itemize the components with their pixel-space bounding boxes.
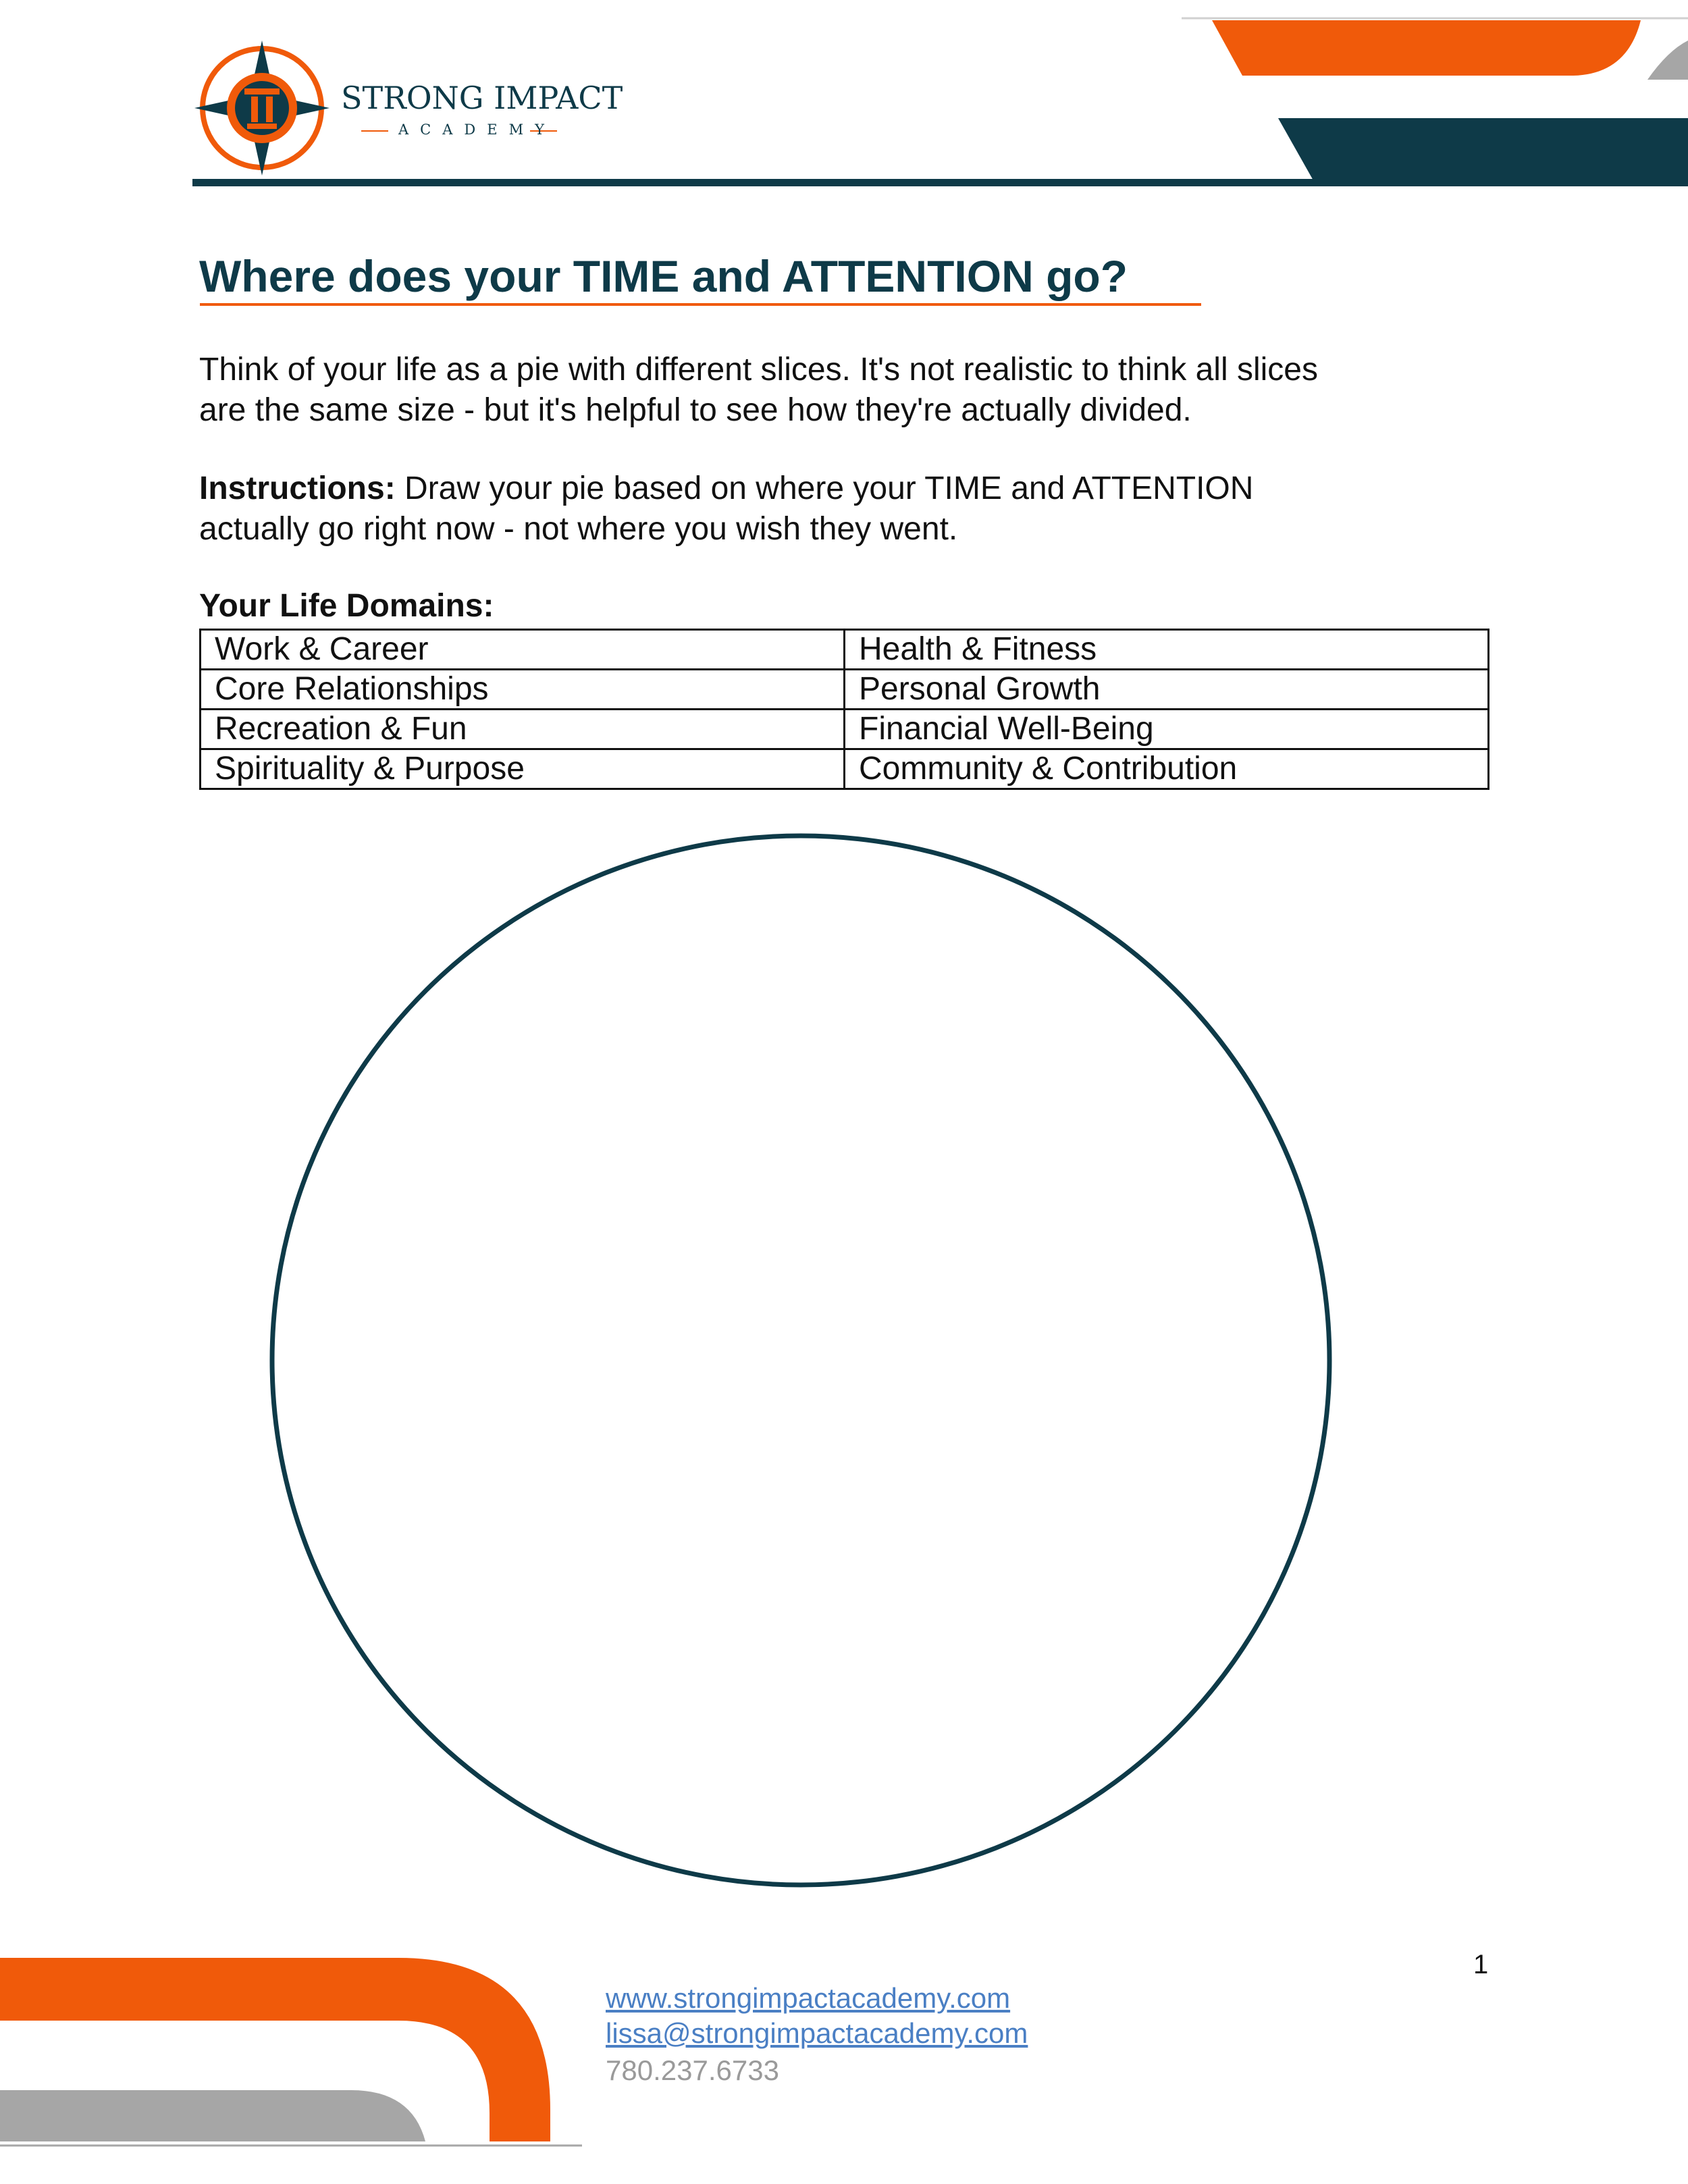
instructions-line-1: [199, 469, 1253, 509]
pie-circle-outline: [272, 836, 1329, 1885]
compass-pillar-logo-icon: [194, 41, 329, 176]
domain-cell: Core Relationships: [201, 670, 845, 710]
brand-name: STRONG IMPACT: [341, 80, 623, 116]
table-row: [201, 630, 1489, 670]
header-banner: [0, 0, 1688, 196]
gray-header-swoosh: [1647, 41, 1688, 80]
page-title: Where does your TIME and ATTENTION go?: [199, 251, 1128, 301]
intro-line-2: are the same size - but it's helpful to see how they're actually divided.: [199, 392, 1192, 428]
domains-heading: Your Life Domains:: [199, 588, 494, 624]
domain-cell: Health & Fitness: [845, 630, 1489, 670]
domain-cell: Spirituality & Purpose: [201, 749, 845, 789]
footer-graphic: [0, 1944, 675, 2184]
table-row: [201, 670, 1489, 710]
pie-drawing-area[interactable]: [0, 810, 1688, 1904]
domain-cell: Financial Well-Being: [845, 710, 1489, 749]
title-underline: [200, 303, 1201, 306]
website-link[interactable]: www.strongimpactacademy.com: [606, 1982, 1011, 2014]
gray-footer-shape: [0, 2090, 425, 2141]
email-link[interactable]: lissa@strongimpactacademy.com: [606, 2017, 1028, 2049]
orange-header-swoosh: [1212, 20, 1641, 76]
page-number: 1: [1473, 1950, 1489, 1979]
brand-subtitle: ACADEMY: [398, 122, 556, 138]
intro-line-1: Think of your life as a pie with different slices. It's not realistic to think all slices: [199, 352, 1318, 388]
instructions-line-2: actually go right now - not where you wish they went.: [199, 511, 958, 547]
domain-cell: Work & Career: [201, 630, 845, 670]
domain-cell: Recreation & Fun: [201, 710, 845, 749]
instructions-text-1: Draw your pie based on where your TIME and ATTENTION: [404, 471, 1254, 506]
instructions-label: Instructions:: [199, 471, 396, 506]
header-rule: [192, 179, 1340, 186]
phone-number: 780.237.6733: [606, 2054, 779, 2086]
table-row: [201, 710, 1489, 749]
domain-cell: Community & Contribution: [845, 749, 1489, 789]
table-row: [201, 749, 1489, 789]
domain-cell: Personal Growth: [845, 670, 1489, 710]
life-domains-table: [199, 629, 1489, 790]
teal-header-bar: [1278, 118, 1688, 186]
